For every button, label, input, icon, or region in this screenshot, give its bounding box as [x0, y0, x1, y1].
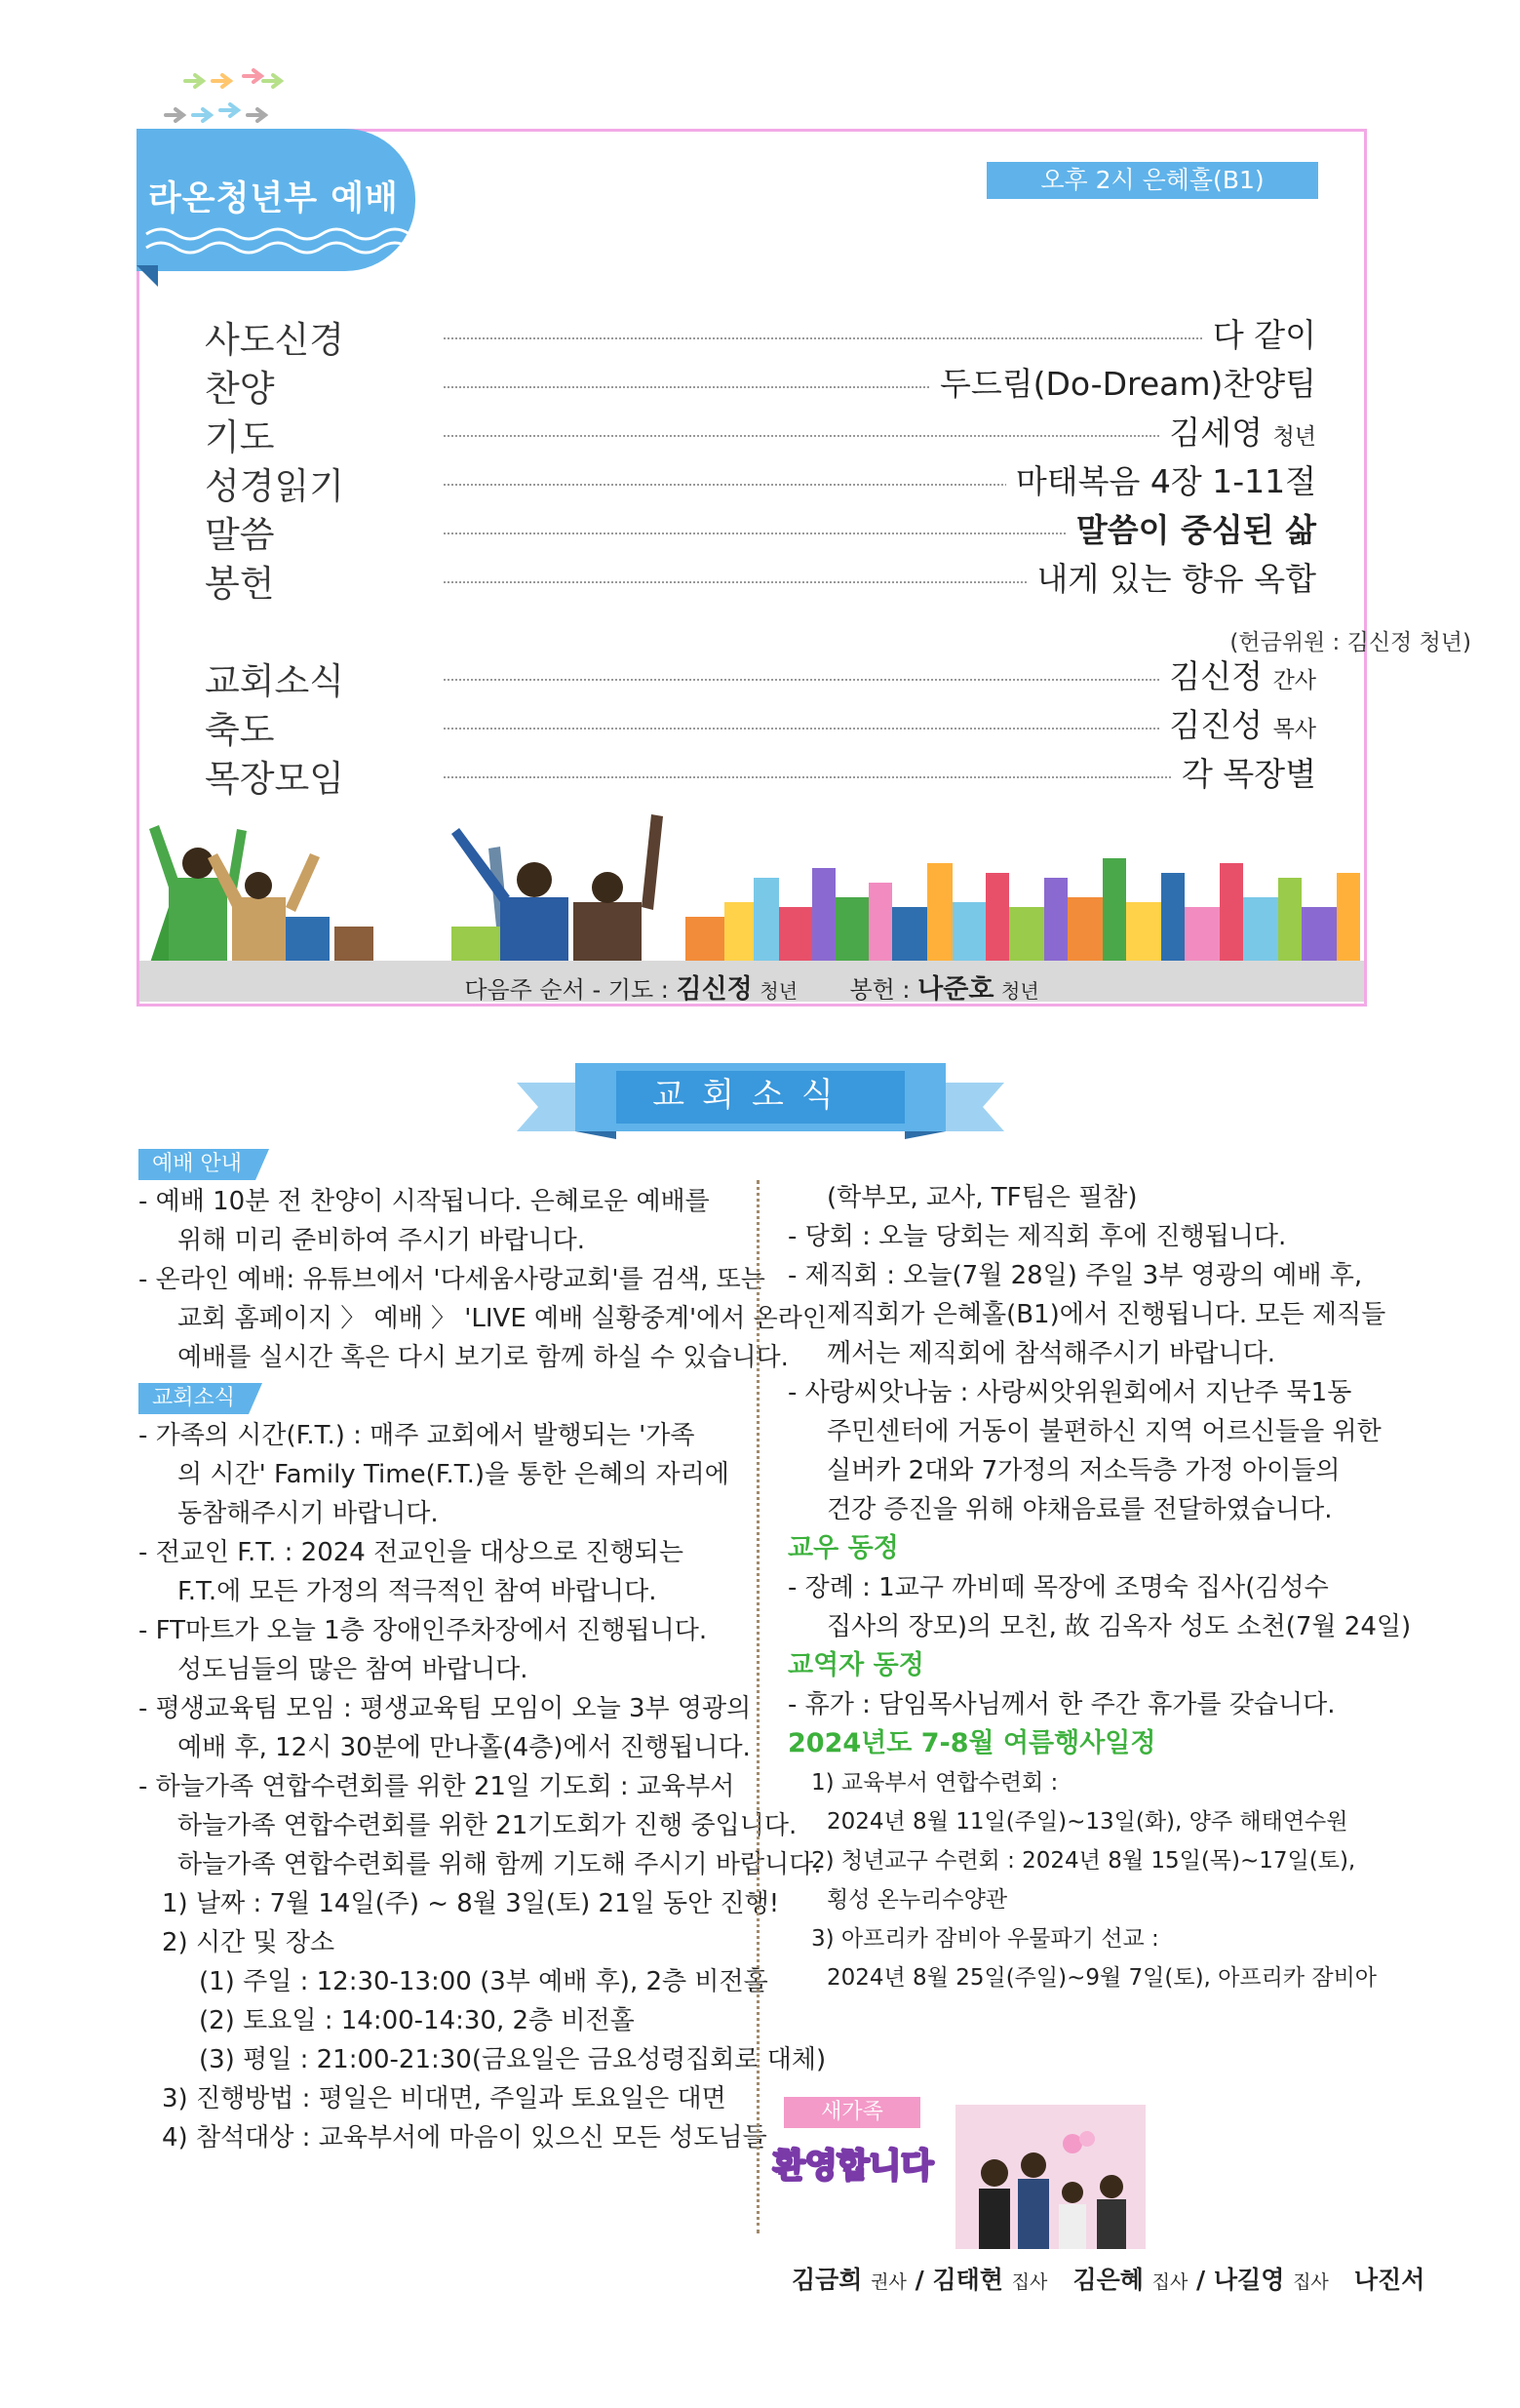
order-row	[205, 310, 1316, 359]
summer-events-title: 2024년도 7-8월 여름행사일정	[788, 1728, 1156, 1758]
order-label: 교회소식	[205, 660, 344, 702]
order-label: 축도	[205, 709, 275, 751]
news-title: 교회소식	[652, 1076, 851, 1115]
worship-info-list	[138, 1182, 827, 1377]
text-line: - 가족의 시간(F.T.) : 매주 교회에서 발행되는 '가족	[138, 1421, 695, 1450]
next-offering-label: 봉헌 :	[849, 976, 918, 1004]
order-label: 목장모임	[205, 758, 344, 800]
member-news-list	[788, 1568, 1412, 1646]
text-line: 하늘가족 연합수련회를 위한 21기도회가 진행 중입니다.	[177, 1811, 798, 1840]
new-family-name: 김은혜	[1072, 2266, 1144, 2294]
text-line: - 하늘가족 연합수련회를 위한 21일 기도회 : 교육부서	[138, 1772, 735, 1801]
order-value	[1006, 456, 1316, 502]
order-value-role: 목사	[1272, 717, 1316, 742]
summer-events-list	[788, 1763, 1377, 1997]
text-line: 위해 미리 준비하여 주시기 바랍니다.	[177, 1226, 586, 1255]
text-line: - FT마트가 오늘 1층 장애인주차장에서 진행됩니다.	[138, 1616, 708, 1645]
text-line: 3) 아프리카 잠비아 우물파기 선교 :	[811, 1926, 1159, 1952]
text-line: 예배 후, 12시 30분에 만나홀(4층)에서 진행됩니다.	[177, 1733, 751, 1762]
text-line: 4) 참석대상 : 교육부서에 마음이 있으신 모든 성도님들	[162, 2123, 767, 2152]
new-family-name: 나길영	[1213, 2266, 1285, 2294]
text-line: - 사랑씨앗나눔 : 사랑씨앗위원회에서 지난주 묵1동	[788, 1378, 1352, 1407]
wave-decoration	[146, 224, 409, 259]
order-value-text: 김신정	[1169, 657, 1264, 695]
text-line: F.T.에 모든 가정의 적극적인 참여 바랍니다.	[177, 1577, 657, 1606]
order-value-text: 각 목장별	[1181, 755, 1316, 793]
order-value	[1172, 749, 1316, 795]
new-family-role: 집사	[1011, 2271, 1048, 2293]
text-line: - 예배 10분 전 찬양이 시작됩니다. 은혜로운 예배를	[138, 1187, 710, 1216]
offering-note: (헌금위원 : 김신정 청년)	[1229, 630, 1471, 655]
order-value-text: 내게 있는 향유 옥합	[1036, 560, 1316, 598]
order-row	[205, 408, 1316, 456]
welcome-logo-text: 환영합니다	[772, 2147, 934, 2186]
text-line: - 장례 : 1교구 까비떼 목장에 조명숙 집사(김성수	[788, 1573, 1329, 1602]
welcome-logo	[772, 2138, 934, 2226]
text-line: (1) 주일 : 12:30-13:00 (3부 예배 후), 2층 비전홀	[199, 1967, 768, 1996]
worship-title: 라온청년부 예배	[148, 179, 399, 218]
church-news-list	[138, 1416, 827, 2157]
text-line: 3) 진행방법 : 평일은 비대면, 주일과 토요일은 대면	[162, 2084, 726, 2113]
order-value-role: 청년	[1272, 424, 1316, 450]
text-line: 성도님들의 많은 참여 바랍니다.	[177, 1655, 528, 1684]
order-value	[1159, 651, 1316, 697]
text-line: (학부모, 교사, TF팀은 필참)	[827, 1183, 1138, 1212]
column-divider	[757, 1180, 760, 2233]
order-value	[1159, 700, 1316, 746]
text-line: 2024년 8월 11일(주일)~13일(화), 양주 해태연수원	[827, 1809, 1348, 1835]
new-family-name: 김금희	[792, 2266, 863, 2294]
new-family-names: 김금희 권사 / 김태현 집사 김은혜 집사 / 나길영 집사 나진서	[792, 2266, 1425, 2294]
new-family-badge: 새가족	[784, 2097, 920, 2128]
news-continued-list	[788, 1178, 1386, 1529]
order-value-text: 김진성	[1169, 706, 1264, 744]
order-value-text: 김세영	[1169, 414, 1264, 452]
next-week-text	[139, 967, 1364, 1006]
order-value-text: 두드림(Do-Dream)찬양팀	[939, 365, 1316, 403]
text-line: 교회 홈페이지 〉 예배 〉 'LIVE 예배 실황중계'에서 온라인	[177, 1304, 827, 1333]
next-offering-role: 청년	[1001, 979, 1039, 1003]
worship-info-badge: 예배 안내	[138, 1149, 255, 1180]
text-line: 2) 청년교구 수련회 : 2024년 8월 15일(목)~17일(토),	[811, 1848, 1356, 1874]
text-line: - 당회 : 오늘 당회는 제직회 후에 진행됩니다.	[788, 1222, 1287, 1251]
new-family-name: 나진서	[1353, 2266, 1425, 2294]
text-line: 제직회가 은혜홀(B1)에서 진행됩니다. 모든 제직들	[827, 1300, 1386, 1329]
church-news-badge: 교회소식	[138, 1383, 249, 1414]
text-line: 께서는 제직회에 참석해주시기 바랍니다.	[827, 1339, 1276, 1368]
order-label: 사도신경	[205, 319, 344, 361]
order-row	[205, 554, 1316, 603]
text-line: - 평생교육팀 모임 : 평생교육팀 모임이 오늘 3부 영광의	[138, 1694, 752, 1723]
order-leader-dots	[444, 337, 1311, 339]
order-row	[205, 359, 1316, 408]
order-label: 성경읽기	[205, 465, 344, 507]
text-line: (3) 평일 : 21:00-21:30(금요일은 금요성령집회로 대체)	[199, 2045, 827, 2074]
text-line: - 온라인 예배: 유튜브에서 '다세움사랑교회'를 검색, 또는	[138, 1265, 765, 1294]
crowd-illustration	[139, 809, 1364, 966]
location-badge: 오후 2시 은혜홀(B1)	[987, 162, 1318, 199]
order-value-role: 간사	[1272, 668, 1316, 693]
staff-news-list	[788, 1685, 1373, 1724]
arrows-decoration-icon	[166, 66, 302, 135]
text-line: - 제직회 : 오늘(7월 28일) 주일 3부 영광의 예배 후,	[788, 1261, 1363, 1290]
text-line: 횡성 온누리수양관	[827, 1887, 1008, 1913]
text-line: - 전교인 F.T. : 2024 전교인을 대상으로 진행되는	[138, 1538, 684, 1567]
text-line: 실버카 2대와 7가정의 저소득층 가정 아이들의	[827, 1456, 1341, 1485]
new-family-role: 집사	[1293, 2271, 1329, 2293]
order-value	[930, 359, 1316, 405]
text-line: 2) 시간 및 장소	[162, 1928, 335, 1957]
text-line: 건강 증진을 위해 야채음료를 전달하였습니다.	[827, 1495, 1333, 1524]
text-line: 하늘가족 연합수련회를 위해 함께 기도해 주시기 바랍니다.	[177, 1850, 822, 1879]
order-value-text: 마태복음 4장 1-11절	[1015, 462, 1316, 500]
text-line: 1) 교육부서 연합수련회 :	[811, 1770, 1059, 1796]
new-family-name: 김태현	[932, 2266, 1003, 2294]
text-line: 예배를 실시간 혹은 다시 보기로 함께 하실 수 있습니다.	[177, 1343, 789, 1372]
next-week-prefix: 다음주 순서 - 기도 :	[464, 976, 677, 1004]
text-line: 동참해주시기 바랍니다.	[177, 1499, 439, 1528]
news-left-column	[138, 1143, 827, 2157]
next-prayer-role: 청년	[760, 979, 799, 1003]
order-value	[1203, 310, 1316, 356]
new-family-role: 권사	[871, 2271, 907, 2293]
text-line: (2) 토요일 : 14:00-14:30, 2층 비전홀	[199, 2006, 635, 2035]
order-value-text: 말씀이 중심된 삶	[1075, 511, 1316, 549]
text-line: 1) 날짜 : 7월 14일(주) ~ 8월 3일(토) 21일 동안 진행!	[162, 1889, 780, 1918]
order-value	[1028, 554, 1317, 600]
next-prayer-name: 김신정	[676, 974, 753, 1005]
order-value	[1159, 408, 1316, 454]
next-offering-name: 나준호	[917, 974, 994, 1005]
order-label: 말씀	[205, 514, 275, 556]
order-row	[205, 749, 1316, 798]
next-week-bar	[139, 961, 1364, 1005]
tab-fold	[136, 265, 158, 287]
text-line: - 휴가 : 담임목사님께서 한 주간 휴가를 갖습니다.	[788, 1690, 1336, 1719]
staff-news-title: 교역자 동정	[788, 1650, 924, 1680]
text-line: 2024년 8월 25일(주일)~9월 7일(토), 아프리카 잠비아	[827, 1965, 1377, 1991]
order-label: 기도	[205, 416, 275, 458]
order-value-text: 다 같이	[1212, 316, 1316, 354]
news-right-column	[788, 1178, 1412, 1997]
order-row	[205, 651, 1316, 700]
member-news-title: 교우 동정	[788, 1533, 899, 1563]
text-line: 의 시간' Family Time(F.T.)을 통한 은혜의 자리에	[177, 1460, 729, 1489]
order-label: 찬양	[205, 368, 275, 410]
text-line: 집사의 장모)의 모친, 故 김옥자 성도 소천(7월 24일)	[827, 1612, 1412, 1641]
order-row	[205, 505, 1316, 554]
new-family-photo	[955, 2105, 1146, 2249]
text-line: 주민센터에 거동이 불편하신 지역 어르신들을 위한	[827, 1417, 1382, 1446]
order-row	[205, 700, 1316, 749]
order-value	[1067, 505, 1316, 551]
order-label: 봉헌	[205, 563, 275, 605]
new-family-role: 집사	[1151, 2271, 1189, 2293]
order-row	[205, 456, 1316, 505]
